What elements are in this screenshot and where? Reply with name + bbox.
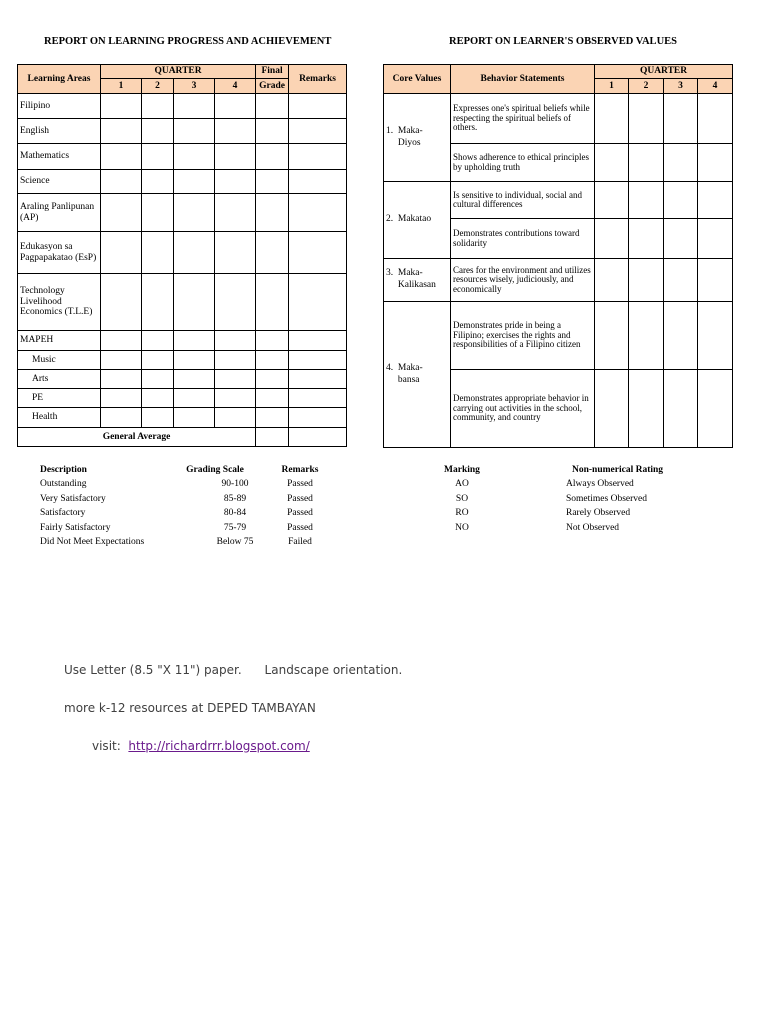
values-quarter-4-header: 4 [698, 79, 733, 94]
grading-scale-header: Grading Scale [186, 465, 244, 475]
remarks-column [275, 463, 325, 549]
behavior-statement: Expresses one's spiritual beliefs while respecting the spiritual beliefs of others. [451, 94, 595, 144]
rating-column [566, 463, 706, 535]
table-row [384, 182, 733, 219]
table-row [384, 94, 733, 144]
general-average-row [18, 428, 347, 447]
learning-progress-table [17, 64, 347, 447]
behavior-statement: Cares for the environment and utilizes resources wisely, judiciously, and economically [451, 259, 595, 302]
observed-values-table [383, 64, 733, 448]
table-row [18, 274, 347, 331]
table-row [18, 351, 347, 370]
description-column [40, 463, 145, 549]
subject-mathematics: Mathematics [18, 144, 101, 170]
legend-remarks: Failed [288, 536, 312, 547]
table-row [18, 408, 347, 428]
remarks-header: Remarks [289, 65, 347, 94]
legend-remarks: Passed [287, 522, 313, 533]
behavior-statement: Demonstrates contributions toward solidarity [451, 219, 595, 259]
table-row [18, 331, 347, 351]
behavior-statement: Is sensitive to individual, social and cultural differences [451, 182, 595, 219]
description-header: Description [40, 465, 87, 475]
legend-rating: Not Observed [566, 522, 620, 533]
subject-arts: Arts [18, 370, 101, 389]
subject-health: Health [18, 408, 101, 428]
subject-tle: Technology Livelihood Economics (T.L.E) [18, 274, 101, 331]
legend-rating: Always Observed [566, 479, 634, 490]
table-row [18, 194, 347, 232]
legend-scale: Below 75 [216, 536, 254, 547]
subject-ap: Araling Panlipunan (AP) [18, 194, 101, 232]
grade-header: Grade [256, 79, 289, 94]
behavior-statement: Shows adherence to ethical principles by upholding truth [451, 144, 595, 182]
legend-scale: 90-100 [221, 479, 249, 490]
legend-rating: Sometimes Observed [566, 493, 648, 504]
table-row [18, 170, 347, 194]
core-value-maka-bansa: 4. Maka- bansa [384, 302, 451, 448]
legend-marking: SO [455, 493, 469, 504]
values-quarter-2-header: 2 [629, 79, 664, 94]
table-row [384, 259, 733, 302]
table-row [18, 119, 347, 144]
values-quarter-header: QUARTER [595, 65, 733, 79]
legend-scale: 85-89 [223, 493, 247, 504]
table-row [384, 302, 733, 370]
marking-header: Marking [444, 465, 480, 475]
legend-description: Satisfactory [40, 508, 86, 519]
progress-report-title: REPORT ON LEARNING PROGRESS AND ACHIEVEMENT [44, 36, 332, 47]
grading-scale-column [170, 463, 260, 549]
paper-instructions: Use Letter (8.5 "X 11") paper. Landscape orientation. [64, 663, 403, 677]
legend-description: Did Not Meet Expectations [40, 536, 145, 547]
legend-description: Outstanding [40, 479, 87, 490]
legend-description: Fairly Satisfactory [40, 522, 111, 533]
legend-description: Very Satisfactory [40, 493, 106, 504]
legend-rating: Rarely Observed [566, 508, 631, 519]
quarter-header: QUARTER [101, 65, 256, 79]
subject-filipino: Filipino [18, 94, 101, 119]
resources-note: more k-12 resources at DEPED TAMBAYAN [64, 701, 316, 715]
legend-scale: 80-84 [223, 508, 247, 519]
quarter-2-header: 2 [142, 79, 174, 94]
rating-header: Non-numerical Rating [572, 465, 664, 475]
values-quarter-1-header: 1 [595, 79, 629, 94]
marking-column [437, 463, 487, 535]
legend-marking: AO [455, 479, 469, 490]
subject-pe: PE [18, 389, 101, 408]
subject-esp: Edukasyon sa Pagpapakatao (EsP) [18, 232, 101, 274]
blog-link[interactable]: http://richardrrr.blogspot.com/ [128, 739, 310, 753]
quarter-3-header: 3 [174, 79, 215, 94]
table-row [18, 370, 347, 389]
final-header: Final [256, 65, 289, 79]
behavior-statements-header: Behavior Statements [451, 65, 595, 94]
core-value-maka-kalikasan: 3. Maka- Kalikasan [384, 259, 451, 302]
core-value-maka-diyos: 1. Maka- Diyos [384, 94, 451, 182]
behavior-statement: Demonstrates pride in being a Filipino; exercises the rights and responsibilities of a Filipino citizen [451, 302, 595, 370]
visit-line [92, 739, 310, 753]
subject-science: Science [18, 170, 101, 194]
behavior-statement: Demonstrates appropriate behavior in carrying out activities in the school, community, and country [451, 370, 595, 448]
subject-music: Music [18, 351, 101, 370]
legend-remarks: Passed [287, 508, 313, 519]
subject-english: English [18, 119, 101, 144]
values-report-title: REPORT ON LEARNER'S OBSERVED VALUES [449, 36, 677, 47]
values-quarter-3-header: 3 [664, 79, 698, 94]
table-row [18, 94, 347, 119]
learning-areas-header: Learning Areas [18, 65, 101, 94]
core-values-header: Core Values [384, 65, 451, 94]
legend-remarks: Passed [287, 493, 313, 504]
quarter-4-header: 4 [215, 79, 256, 94]
legend-remarks: Passed [287, 479, 313, 490]
subject-mapeh: MAPEH [18, 331, 101, 351]
visit-label: visit: [92, 739, 129, 753]
table-row [18, 144, 347, 170]
table-row [18, 232, 347, 274]
quarter-1-header: 1 [101, 79, 142, 94]
core-value-makatao: 2. Makatao [384, 182, 451, 259]
legend-marking: RO [455, 508, 469, 519]
general-average-label: General Average [18, 428, 256, 447]
legend-marking: NO [455, 522, 469, 533]
legend-remarks-header: Remarks [281, 465, 319, 475]
table-row [18, 389, 347, 408]
legend-scale: 75-79 [223, 522, 247, 533]
